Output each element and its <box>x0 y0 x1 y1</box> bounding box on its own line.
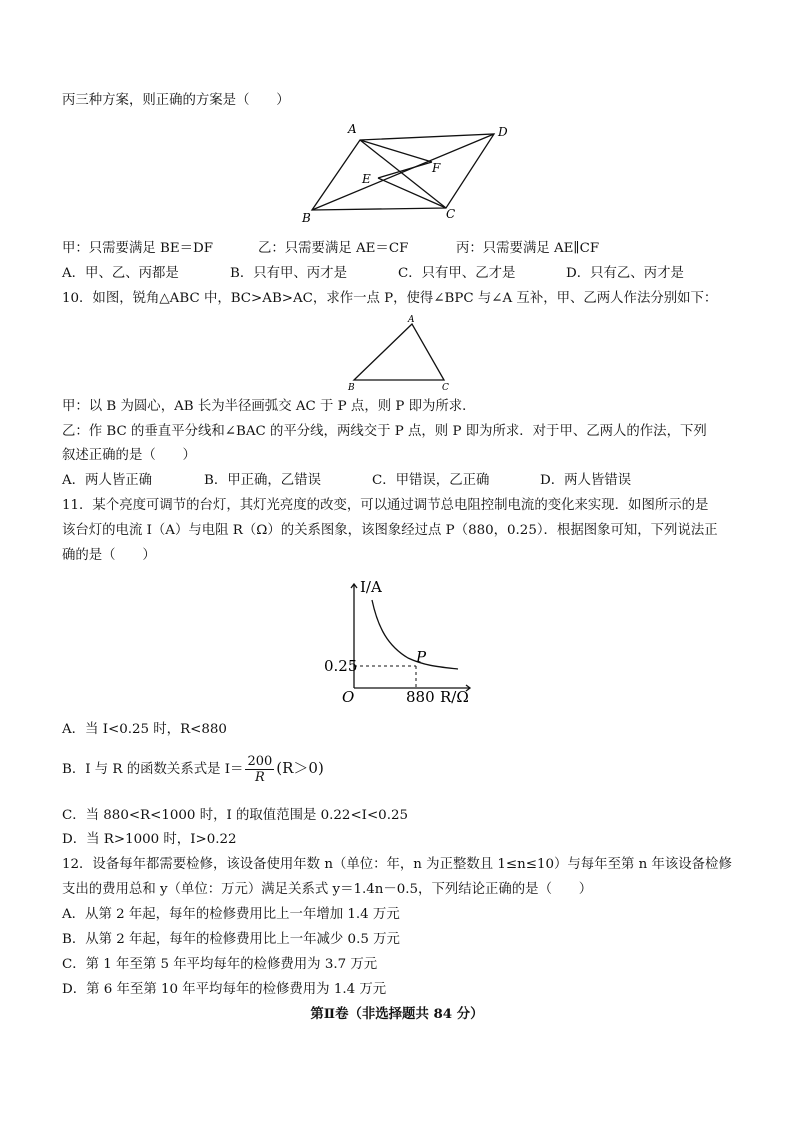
q9-stem-tail: 丙三种方案，则正确的方案是（ ） <box>62 93 290 108</box>
q11-option-b-suffix: (R＞0) <box>276 759 324 777</box>
q9-parallelogram-figure <box>298 118 538 228</box>
fraction <box>245 754 274 785</box>
x-axis-label: R/Ω <box>440 688 469 706</box>
q12-option-c: C．第 1 年至第 5 年平均每年的检修费用为 3.7 万元 <box>62 957 378 972</box>
q11-stem-line2: 该台灯的电流 I（A）与电阻 R（Ω）的关系图象，该图象经过点 P（880，0.25）．根据图象可知，下列说法正 <box>62 523 718 538</box>
q9-plan-yi: 乙：只需要满足 AE＝CF <box>258 241 409 256</box>
q11-inverse-graph <box>320 578 480 708</box>
q9-option-a: A．甲、乙、丙都是 <box>62 266 179 281</box>
label-D: D <box>498 125 508 139</box>
q12-stem-line2: 支出的费用总和 y（单位：万元）满足关系式 y＝1.4n－0.5，下列结论正确的是（ ） <box>62 882 593 897</box>
label-F: F <box>432 161 441 175</box>
q11-option-b <box>62 752 324 786</box>
label-C: C <box>442 383 449 393</box>
q10-option-c: C．甲错误，乙正确 <box>372 473 490 488</box>
q10-yi-method-line2: 叙述正确的是（ ） <box>62 448 196 463</box>
q9-option-c: C．只有甲、乙才是 <box>398 266 516 281</box>
y-tick-label: 0.25 <box>324 657 358 675</box>
q9-option-d: D．只有乙、丙才是 <box>566 266 684 281</box>
q10-option-d: D．两人皆错误 <box>540 473 632 488</box>
q12-option-a: A．从第 2 年起，每年的检修费用比上一年增加 1.4 万元 <box>62 907 400 922</box>
q11-option-b-prefix: B．I 与 R 的函数关系式是 I＝ <box>62 762 244 777</box>
label-B: B <box>302 211 311 225</box>
origin-label: O <box>342 688 355 706</box>
q10-stem: 10．如图，锐角△ABC 中，BC>AB>AC，求作一点 P，使得∠BPC 与∠A 互补，甲、乙两人作法分别如下： <box>62 291 718 306</box>
q11-stem-line3: 确的是（ ） <box>62 548 156 563</box>
q10-yi-method-line1: 乙：作 BC 的垂直平分线和∠BAC 的平分线，两线交于 P 点，则 P 即为所求．对于甲、乙两人的作法，下列 <box>62 424 707 439</box>
q11-option-a: A．当 I<0.25 时，R<880 <box>62 722 227 737</box>
x-tick-label: 880 <box>406 688 435 706</box>
q10-option-b: B．甲正确，乙错误 <box>204 473 321 488</box>
label-B: B <box>348 383 355 393</box>
label-E: E <box>362 172 371 186</box>
q9-option-b: B．只有甲、丙才是 <box>230 266 347 281</box>
label-A: A <box>348 122 357 136</box>
q11-option-c: C．当 880<R<1000 时，I 的取值范围是 0.22<I<0.25 <box>62 808 408 823</box>
fraction-numerator: 200 <box>247 754 273 769</box>
q12-stem-line1: 12．设备每年都需要检修，该设备使用年数 n（单位：年，n 为正整数且 1≤n≤10）与每年至第 n 年该设备检修 <box>62 857 732 872</box>
q11-stem-line1: 11．某个亮度可调节的台灯，其灯光亮度的改变，可以通过调节总电阻控制电流的变化来实现．如图所示的是 <box>62 498 709 513</box>
fraction-denominator: R <box>254 770 265 785</box>
point-p-label: P <box>416 648 427 666</box>
q10-triangle-figure <box>344 312 454 392</box>
q9-plan-bing: 丙：只需要满足 AE∥CF <box>456 241 600 256</box>
q9-plan-jia: 甲：只需要满足 BE＝DF <box>62 241 214 256</box>
section-title: 第Ⅱ卷（非选择题共 84 分） <box>310 1006 484 1022</box>
q11-option-d: D．当 R>1000 时，I>0.22 <box>62 832 237 847</box>
label-C: C <box>446 207 456 221</box>
q12-option-b: B．从第 2 年起，每年的检修费用比上一年减少 0.5 万元 <box>62 932 400 947</box>
label-A: A <box>408 315 415 325</box>
q12-option-d: D．第 6 年至第 10 年平均每年的检修费用为 1.4 万元 <box>62 982 387 997</box>
q10-option-a: A．两人皆正确 <box>62 473 153 488</box>
q10-jia-method: 甲：以 B 为圆心，AB 长为半径画弧交 AC 于 P 点，则 P 即为所求． <box>62 399 476 414</box>
y-axis-label: I/A <box>360 578 382 596</box>
